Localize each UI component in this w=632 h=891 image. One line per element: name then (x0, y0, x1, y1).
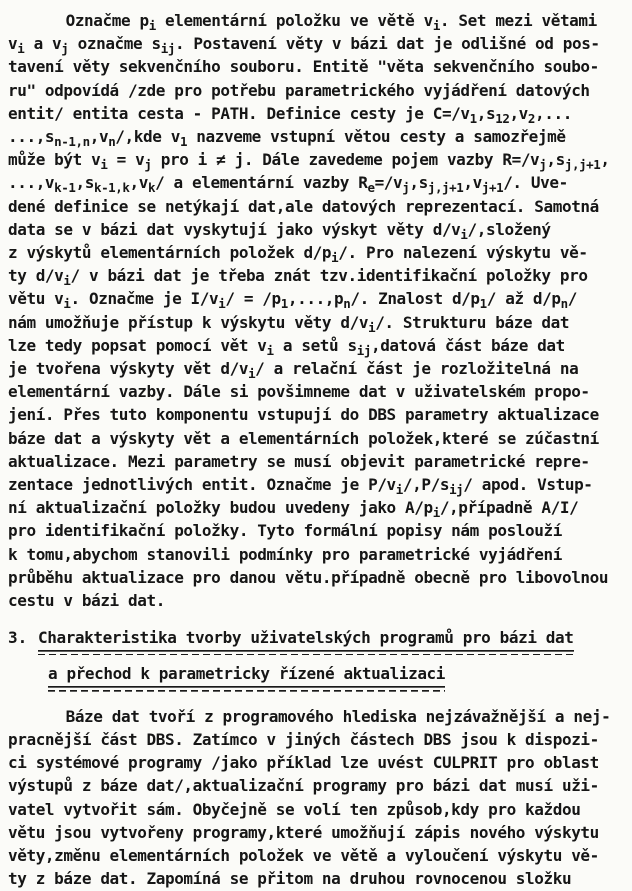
text-line: výstupů z báze dat/,aktualizační programy pro bázi dat musí uži- (8, 776, 599, 796)
text-line: ru" odpovídá /zde pro potřebu parametrického vyjádření datových (8, 80, 590, 100)
text-line: elementární vazby. Dále si povšimneme dat v uživatelském propo- (8, 382, 590, 402)
text-line: vatel vytvořit sám. Obyčejně se volí ten způsob,kdy pro každou (8, 799, 581, 819)
text-line: entit/ entita cesta - PATH. Definice cesty je $C=/v_1,s_{12},v_2$,... (8, 103, 572, 126)
text-line: Označme $p_i$ elementární položku ve větě $v_i$. Set mezi větami (65, 11, 597, 33)
text-line: $...,v_{k-1},s_{k-1,k},v_k/$ a elementární vazby $R_e=/v_j,s_{j,j+1},v_{j+1}/$. Uve- (8, 173, 568, 196)
text-line: nám umožňuje přístup k výskytu věty $d/v_i/$. Strukturu báze dat (8, 312, 570, 335)
text-line: je tvořena výskyty vět $d/v_i/$ a relační část je rozložitelná na (8, 359, 579, 382)
text-line: lze tedy popsat pomocí vět $v_i$ a setů $s_{ij},datová$ část báze dat (8, 335, 565, 358)
text-line: báze dat a výskyty vět a elementárních položek,které se zúčastní (8, 428, 599, 448)
text-line: dené definice se netýkají dat,ale datových reprezentací. Samotná (8, 196, 599, 216)
section-number: 3. (8, 628, 28, 648)
text-line: ní aktualizační položky budou uvedeny jako $A/p_i/,případně$ A/I/ (8, 498, 579, 521)
text-line: větu $v_i$. Označme je $I/v_i/ = /p_1,...,p_n/$. Znalost $d/p_1/$ až $d/p_n/$ (8, 289, 577, 312)
text-line: může být $v_i = v_j$ pro i ≠ j. Dále zavedeme pojem vazby $R=/v_j,s_{j,j+1}$, (8, 150, 610, 173)
text-line: ty $d/v_i/$ v bázi dat je třeba znát tzv.identifikační položky pro (8, 266, 588, 289)
text-line: aktualizace. Mezi parametry se musí objevit parametrické repre- (8, 451, 590, 471)
text-line: data se v bázi dat vyskytují jako výskyt věty $d/v_i/,složený$ (8, 219, 551, 242)
text-line: jení. Přes tuto komponentu vstupují do DBS parametry aktualizace (8, 405, 599, 425)
text-line: zentace jednotlivých entit. Označme je $P/v_i/,P/s_{ij}/$ apod. Vstup- (8, 475, 593, 498)
text-line: větu jsou vytvořeny programy,které umožňují zápis nového výskytu (8, 822, 599, 842)
text-line: $v_i$ a $v_j$ označme $s_{ij}$. Postavení věty v bázi dat je odlišné od pos- (8, 34, 600, 57)
text-line: pracnější část DBS. Zatímco v jiných částech DBS jsou k dispozi- (8, 729, 599, 749)
text-line: cestu v bázi dat. (8, 591, 165, 611)
text-line: věty,změnu elementárních položek ve větě a vyloučení výskytu vě- (8, 845, 599, 865)
text-line: ty z báze dat. Zapomíná se přitom na druhou rovnocenou složku (8, 869, 572, 889)
text-line: $...,s_{n-1,n},v_n/,kde$ $v_1$ nazveme vstupní větou cesty a samozřejmě (8, 127, 566, 149)
text-line: z výskytů elementárních položek $d/p_i/$. Pro nalezení výskytu vě- (8, 243, 588, 266)
section-heading-line2: a přechod k parametricky řízené aktualizaci (48, 662, 445, 691)
section-heading (8, 626, 626, 698)
text-line: Báze dat tvoří z programového hlediska nejzávažnější a nej- (65, 706, 611, 726)
section-heading-line1: Charakteristika tvorby uživatelských programů pro bázi dat (38, 626, 574, 655)
section-heading-body (38, 626, 626, 698)
text-line: tavení věty sekvenčního souboru. Entitě "věta sekvenčního soubo- (8, 57, 599, 77)
text-line: průběhu aktualizace pro danou větu.případně obecně pro libovolnou (8, 567, 609, 587)
paragraph-2 (8, 705, 626, 891)
paragraph-1 (8, 9, 626, 612)
text-line: k tomu,abychom stanovili podmínky pro parametrické vyjádření (8, 544, 562, 564)
text-line: ci systémové programy /jako příklad lze uvést CULPRIT pro oblast (8, 753, 599, 773)
text-line: pro identifikační položky. Tyto formální popisy nám poslouží (8, 521, 562, 541)
